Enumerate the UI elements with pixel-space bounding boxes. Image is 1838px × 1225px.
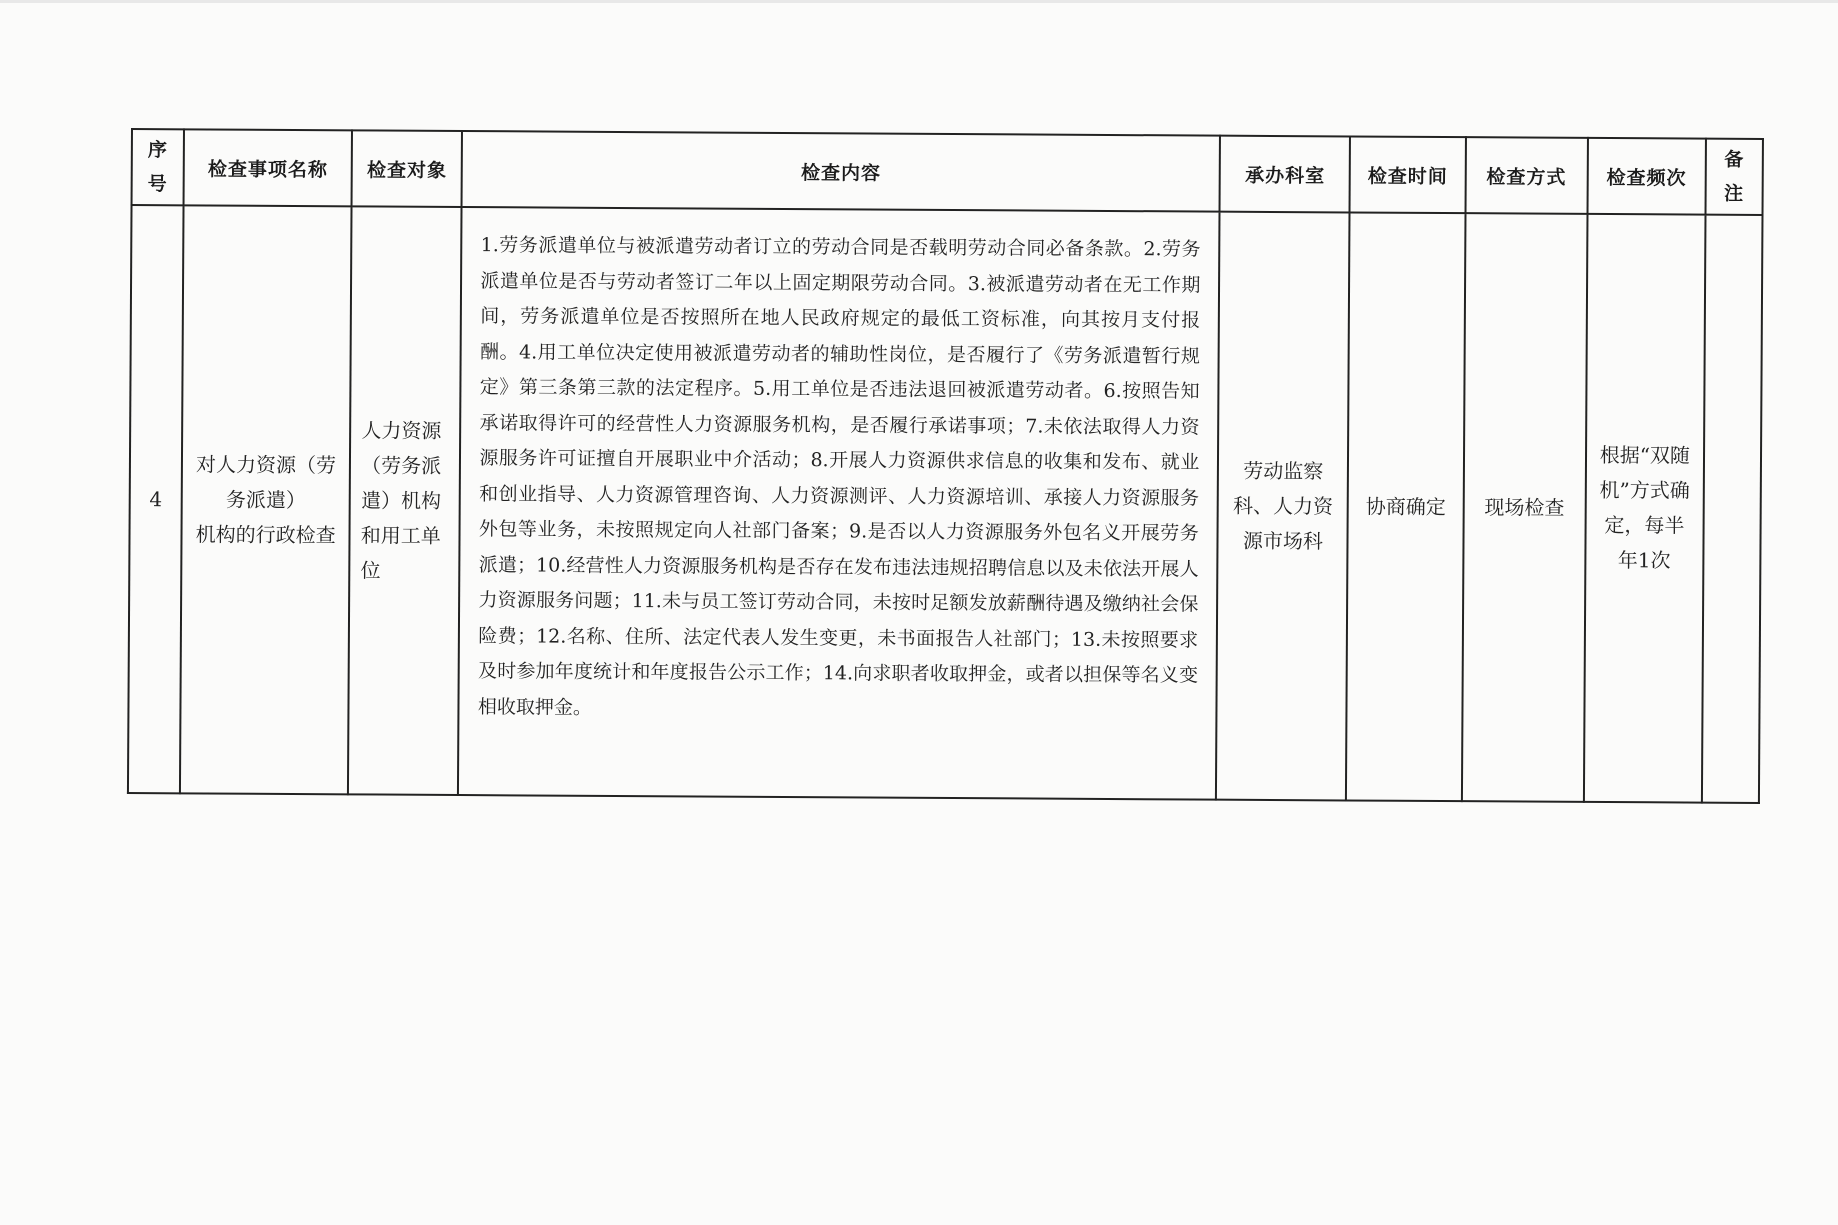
header-time: 检查时间	[1350, 136, 1466, 213]
header-method: 检查方式	[1465, 137, 1588, 214]
cell-method: 现场检查	[1462, 213, 1588, 802]
header-item-name: 检查事项名称	[184, 129, 353, 206]
cell-target: 人力资源（劳务派遣）机构和用工单位	[348, 206, 462, 795]
cell-content: 1.劳务派遣单位与被派遣劳动者订立的劳动合同是否载明劳动合同必备条款。2.劳务派遣单位是否与劳动者签订二年以上固定期限劳动合同。3.被派遣劳动者在无工作期间，劳务派遣单位是否按照所在地人民政府规定的最低工资标准，向其按月支付报酬。4.用工单位决定使用被派遣劳动者的辅助性岗位，是否履行了《劳务派遣暂行规定》第三条第三款的法定程序。5.用工单位是否违法退回被派遣劳动者。6.按照告知承诺取得许可的经营性人力资源服务机构，是否履行承诺事项；7.未依法取得人力资源服务许可证擅自开展职业中介活动；8.开展人力资源供求信息的收集和发布、就业和创业指导、人力资源管理咨询、人力资源测评、人力资源培训、承接人力资源服务外包等业务，未按照规定向人社部门备案；9.是否以人力资源服务外包名义开展劳务派遣；10.经营性人力资源服务机构是否存在发布违法违规招聘信息以及未依法开展人力资源服务问题；11.未与员工签订劳动合同，未按时足额发放薪酬待遇及缴纳社会保险费；12.名称、住所、法定代表人发生变更，未书面报告人社部门；13.未按照要求及时参加年度统计和年度报告公示工作；14.向求职者收取押金，或者以担保等名义变相收取押金。	[458, 207, 1219, 800]
cell-remark	[1702, 215, 1763, 803]
header-frequency: 检查频次	[1587, 138, 1706, 215]
scan-top-edge	[0, 0, 1838, 3]
header-target: 检查对象	[352, 130, 463, 207]
header-remark: 备 注	[1705, 139, 1763, 215]
header-department: 承办科室	[1220, 136, 1351, 213]
cell-department: 劳动监察科、人力资源市场科	[1216, 212, 1350, 801]
table-row	[128, 205, 1763, 803]
cell-time: 协商确定	[1346, 212, 1465, 801]
header-content: 检查内容	[462, 131, 1220, 212]
inspection-table	[127, 128, 1764, 804]
cell-frequency: 根据“双随机”方式确定，每半年1次	[1584, 214, 1706, 803]
header-seq: 序 号	[132, 129, 185, 205]
cell-item-name: 对人力资源（劳务派遣） 机构的行政检查	[180, 205, 352, 794]
cell-seq: 4	[128, 205, 184, 793]
table-header-row	[132, 129, 1763, 215]
